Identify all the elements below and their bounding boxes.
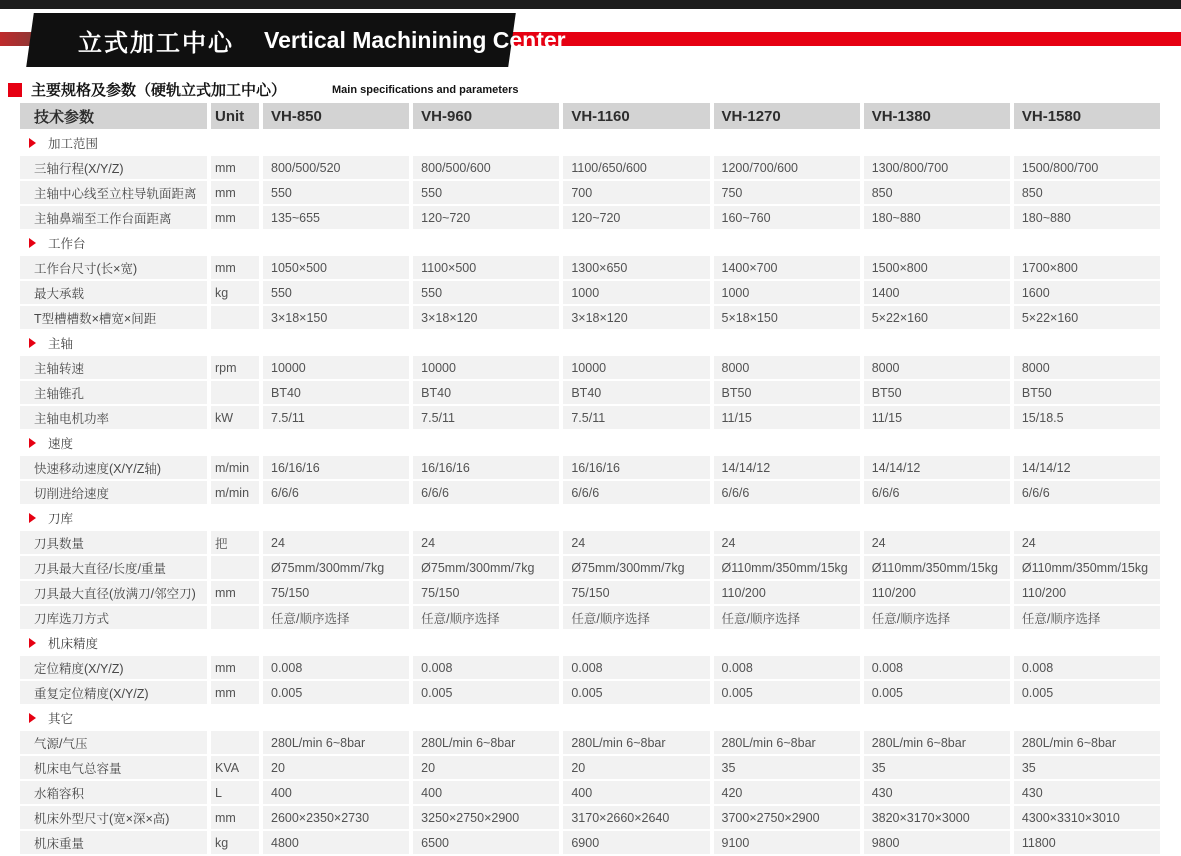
value-cell: 35 (864, 756, 1010, 779)
value-cell: 1300/800/700 (864, 156, 1010, 179)
table-row (20, 156, 1160, 179)
section-title: 其它 (48, 711, 74, 726)
value-cell: 6500 (413, 831, 559, 854)
value-cell: 110/200 (864, 581, 1010, 604)
value-cell: 20 (563, 756, 709, 779)
value-cell: 35 (1014, 756, 1160, 779)
unit-cell: kW (211, 406, 259, 429)
table-row (20, 381, 1160, 404)
table-row (20, 581, 1160, 604)
section-row (20, 131, 1160, 154)
table-row (20, 731, 1160, 754)
spec-table (20, 103, 1160, 856)
value-cell: 5×22×160 (864, 306, 1010, 329)
param-name-cell: 机床电气总容量 (20, 756, 207, 779)
value-cell: 280L/min 6~8bar (1014, 731, 1160, 754)
value-cell: 400 (413, 781, 559, 804)
table-row (20, 456, 1160, 479)
param-name-cell: 机床重量 (20, 831, 207, 854)
value-cell: 850 (1014, 181, 1160, 204)
value-cell: 0.005 (714, 681, 860, 704)
param-name-cell: 主轴鼻端至工作台面距离 (20, 206, 207, 229)
table-row (20, 756, 1160, 779)
unit-cell: mm (211, 256, 259, 279)
top-black-strip (0, 0, 1181, 9)
section-title: 加工范围 (48, 136, 99, 151)
param-name-cell: 刀具数量 (20, 531, 207, 554)
value-cell: 1500/800/700 (1014, 156, 1160, 179)
section-title: 刀库 (48, 511, 74, 526)
value-cell: 任意/顺序选择 (1014, 606, 1160, 629)
value-cell: 1400×700 (714, 256, 860, 279)
table-row (20, 531, 1160, 554)
value-cell: 850 (864, 181, 1010, 204)
unit-cell (211, 306, 259, 329)
unit-cell: KVA (211, 756, 259, 779)
value-cell: 15/18.5 (1014, 406, 1160, 429)
value-cell: 14/14/12 (714, 456, 860, 479)
table-row (20, 781, 1160, 804)
param-name-cell: 刀库选刀方式 (20, 606, 207, 629)
table-row (20, 181, 1160, 204)
value-cell: 16/16/16 (413, 456, 559, 479)
value-cell: BT40 (413, 381, 559, 404)
section-row (20, 631, 1160, 654)
value-cell: 3×18×150 (263, 306, 409, 329)
value-cell: 任意/顺序选择 (563, 606, 709, 629)
value-cell: 1500×800 (864, 256, 1010, 279)
value-cell: BT50 (714, 381, 860, 404)
value-cell: 35 (714, 756, 860, 779)
table-row (20, 831, 1160, 854)
value-cell: 14/14/12 (1014, 456, 1160, 479)
value-cell: 1700×800 (1014, 256, 1160, 279)
value-cell: Ø110mm/350mm/15kg (714, 556, 860, 579)
value-cell: 75/150 (413, 581, 559, 604)
value-cell: 0.008 (1014, 656, 1160, 679)
value-cell: 420 (714, 781, 860, 804)
param-name-cell: 刀具最大直径(放满刀/邻空刀) (20, 581, 207, 604)
column-header-cell: VH-1580 (1014, 103, 1160, 129)
value-cell: 430 (1014, 781, 1160, 804)
value-cell: 550 (413, 181, 559, 204)
param-name-cell: 主轴锥孔 (20, 381, 207, 404)
value-cell: 1200/700/600 (714, 156, 860, 179)
value-cell: 430 (864, 781, 1010, 804)
param-name-cell: 工作台尺寸(长×宽) (20, 256, 207, 279)
value-cell: 1100×500 (413, 256, 559, 279)
value-cell: 3×18×120 (563, 306, 709, 329)
page-title-en: Vertical Machinining Center (264, 26, 566, 53)
section-heading-en: Main specifications and parameters (332, 83, 519, 96)
unit-cell: L (211, 781, 259, 804)
unit-cell: kg (211, 831, 259, 854)
section-title: 机床精度 (48, 636, 99, 651)
unit-cell: m/min (211, 456, 259, 479)
value-cell: 5×18×150 (714, 306, 860, 329)
unit-cell: mm (211, 206, 259, 229)
table-row (20, 356, 1160, 379)
section-bullet-icon (29, 438, 36, 448)
value-cell: 5×22×160 (1014, 306, 1160, 329)
unit-cell: mm (211, 806, 259, 829)
section-title: 主轴 (48, 336, 74, 351)
value-cell: 24 (563, 531, 709, 554)
param-name-cell: 切削进给速度 (20, 481, 207, 504)
value-cell: 24 (413, 531, 559, 554)
value-cell: 110/200 (1014, 581, 1160, 604)
value-cell: 7.5/11 (563, 406, 709, 429)
param-name-cell: 主轴中心线至立柱导轨面距离 (20, 181, 207, 204)
value-cell: 6/6/6 (714, 481, 860, 504)
value-cell: 1400 (864, 281, 1010, 304)
table-row (20, 256, 1160, 279)
value-cell: 8000 (714, 356, 860, 379)
unit-cell: mm (211, 181, 259, 204)
unit-cell: mm (211, 681, 259, 704)
table-row (20, 406, 1160, 429)
section-row (20, 331, 1160, 354)
section-heading (8, 79, 518, 100)
value-cell: 0.005 (263, 681, 409, 704)
value-cell: 6900 (563, 831, 709, 854)
table-header-row (20, 103, 1160, 129)
value-cell: BT40 (563, 381, 709, 404)
value-cell: 0.005 (1014, 681, 1160, 704)
unit-cell: mm (211, 581, 259, 604)
value-cell: 120~720 (563, 206, 709, 229)
param-name-cell: 三轴行程(X/Y/Z) (20, 156, 207, 179)
section-bullet-icon (29, 138, 36, 148)
value-cell: 1100/650/600 (563, 156, 709, 179)
table-row (20, 481, 1160, 504)
section-row (20, 506, 1160, 529)
value-cell: 0.008 (263, 656, 409, 679)
value-cell: 550 (263, 281, 409, 304)
section-row (20, 231, 1160, 254)
column-header-cell: VH-850 (263, 103, 409, 129)
table-row (20, 806, 1160, 829)
value-cell: 1000 (714, 281, 860, 304)
value-cell: 800/500/520 (263, 156, 409, 179)
column-header-cell: 技术参数 (20, 103, 207, 129)
value-cell: 10000 (263, 356, 409, 379)
value-cell: 任意/顺序选择 (864, 606, 1010, 629)
value-cell: 110/200 (714, 581, 860, 604)
value-cell: 0.008 (563, 656, 709, 679)
unit-cell (211, 556, 259, 579)
param-name-cell: 主轴转速 (20, 356, 207, 379)
title-banner-text (78, 13, 566, 67)
table-row (20, 656, 1160, 679)
table-row (20, 281, 1160, 304)
table-row (20, 306, 1160, 329)
value-cell: Ø110mm/350mm/15kg (1014, 556, 1160, 579)
value-cell: 8000 (1014, 356, 1160, 379)
value-cell: 6/6/6 (563, 481, 709, 504)
value-cell: 11/15 (864, 406, 1010, 429)
value-cell: 400 (563, 781, 709, 804)
value-cell: 550 (263, 181, 409, 204)
value-cell: 280L/min 6~8bar (714, 731, 860, 754)
param-name-cell: 气源/气压 (20, 731, 207, 754)
page-title-zh: 立式加工中心 (78, 29, 234, 57)
value-cell: 280L/min 6~8bar (864, 731, 1010, 754)
unit-cell: kg (211, 281, 259, 304)
value-cell: 24 (263, 531, 409, 554)
value-cell: 180~880 (864, 206, 1010, 229)
value-cell: 280L/min 6~8bar (263, 731, 409, 754)
value-cell: 4300×3310×3010 (1014, 806, 1160, 829)
param-name-cell: 机床外型尺寸(宽×深×高) (20, 806, 207, 829)
unit-cell: 把 (211, 531, 259, 554)
value-cell: 14/14/12 (864, 456, 1010, 479)
value-cell: 180~880 (1014, 206, 1160, 229)
value-cell: 750 (714, 181, 860, 204)
param-name-cell: 刀具最大直径/长度/重量 (20, 556, 207, 579)
column-header-cell: VH-1270 (714, 103, 860, 129)
value-cell: 3×18×120 (413, 306, 559, 329)
param-name-cell: 重复定位精度(X/Y/Z) (20, 681, 207, 704)
value-cell: 6/6/6 (864, 481, 1010, 504)
section-title: 速度 (48, 436, 74, 451)
value-cell: 700 (563, 181, 709, 204)
value-cell: 7.5/11 (413, 406, 559, 429)
value-cell: 75/150 (563, 581, 709, 604)
section-row (20, 431, 1160, 454)
value-cell: 3250×2750×2900 (413, 806, 559, 829)
unit-cell: mm (211, 156, 259, 179)
table-row (20, 681, 1160, 704)
section-bullet-icon (29, 638, 36, 648)
value-cell: 0.008 (413, 656, 559, 679)
value-cell: 7.5/11 (263, 406, 409, 429)
value-cell: 0.008 (714, 656, 860, 679)
value-cell: 任意/顺序选择 (413, 606, 559, 629)
red-square-icon (8, 83, 22, 97)
value-cell: 800/500/600 (413, 156, 559, 179)
value-cell: 280L/min 6~8bar (413, 731, 559, 754)
value-cell: 10000 (563, 356, 709, 379)
value-cell: 0.005 (563, 681, 709, 704)
value-cell: 1000 (563, 281, 709, 304)
value-cell: 6/6/6 (263, 481, 409, 504)
value-cell: 135~655 (263, 206, 409, 229)
value-cell: 0.005 (864, 681, 1010, 704)
unit-cell (211, 381, 259, 404)
param-name-cell: 定位精度(X/Y/Z) (20, 656, 207, 679)
value-cell: 16/16/16 (563, 456, 709, 479)
section-bullet-icon (29, 338, 36, 348)
section-row (20, 706, 1160, 729)
column-header-cell: VH-1380 (864, 103, 1010, 129)
value-cell: 2600×2350×2730 (263, 806, 409, 829)
value-cell: BT50 (864, 381, 1010, 404)
column-header-cell: VH-1160 (563, 103, 709, 129)
value-cell: 任意/顺序选择 (714, 606, 860, 629)
value-cell: 24 (714, 531, 860, 554)
value-cell: Ø75mm/300mm/7kg (563, 556, 709, 579)
value-cell: 16/16/16 (263, 456, 409, 479)
value-cell: 6/6/6 (413, 481, 559, 504)
value-cell: 280L/min 6~8bar (563, 731, 709, 754)
section-bullet-icon (29, 238, 36, 248)
value-cell: 9800 (864, 831, 1010, 854)
value-cell: 任意/顺序选择 (263, 606, 409, 629)
value-cell: 0.008 (864, 656, 1010, 679)
value-cell: 0.005 (413, 681, 559, 704)
unit-cell: mm (211, 656, 259, 679)
column-header-cell: Unit (211, 103, 259, 129)
value-cell: 1600 (1014, 281, 1160, 304)
section-heading-zh: 主要规格及参数（硬轨立式加工中心） (31, 82, 287, 99)
value-cell: 24 (1014, 531, 1160, 554)
value-cell: 3700×2750×2900 (714, 806, 860, 829)
value-cell: 6/6/6 (1014, 481, 1160, 504)
value-cell: 120~720 (413, 206, 559, 229)
value-cell: 20 (263, 756, 409, 779)
value-cell: 550 (413, 281, 559, 304)
param-name-cell: 快速移动速度(X/Y/Z轴) (20, 456, 207, 479)
section-title: 工作台 (48, 236, 86, 251)
value-cell: 9100 (714, 831, 860, 854)
unit-cell (211, 731, 259, 754)
value-cell: 11800 (1014, 831, 1160, 854)
param-name-cell: T型槽槽数×槽宽×间距 (20, 306, 207, 329)
unit-cell: m/min (211, 481, 259, 504)
value-cell: Ø75mm/300mm/7kg (413, 556, 559, 579)
table-row (20, 556, 1160, 579)
param-name-cell: 主轴电机功率 (20, 406, 207, 429)
value-cell: 3170×2660×2640 (563, 806, 709, 829)
section-bullet-icon (29, 513, 36, 523)
value-cell: Ø110mm/350mm/15kg (864, 556, 1010, 579)
unit-cell (211, 606, 259, 629)
table-row (20, 206, 1160, 229)
table-row (20, 606, 1160, 629)
value-cell: 3820×3170×3000 (864, 806, 1010, 829)
value-cell: 20 (413, 756, 559, 779)
value-cell: BT40 (263, 381, 409, 404)
value-cell: 75/150 (263, 581, 409, 604)
value-cell: Ø75mm/300mm/7kg (263, 556, 409, 579)
value-cell: 400 (263, 781, 409, 804)
value-cell: 1300×650 (563, 256, 709, 279)
value-cell: 24 (864, 531, 1010, 554)
value-cell: 10000 (413, 356, 559, 379)
value-cell: 4800 (263, 831, 409, 854)
section-bullet-icon (29, 713, 36, 723)
value-cell: BT50 (1014, 381, 1160, 404)
param-name-cell: 最大承载 (20, 281, 207, 304)
value-cell: 8000 (864, 356, 1010, 379)
param-name-cell: 水箱容积 (20, 781, 207, 804)
unit-cell: rpm (211, 356, 259, 379)
value-cell: 11/15 (714, 406, 860, 429)
value-cell: 1050×500 (263, 256, 409, 279)
value-cell: 160~760 (714, 206, 860, 229)
column-header-cell: VH-960 (413, 103, 559, 129)
